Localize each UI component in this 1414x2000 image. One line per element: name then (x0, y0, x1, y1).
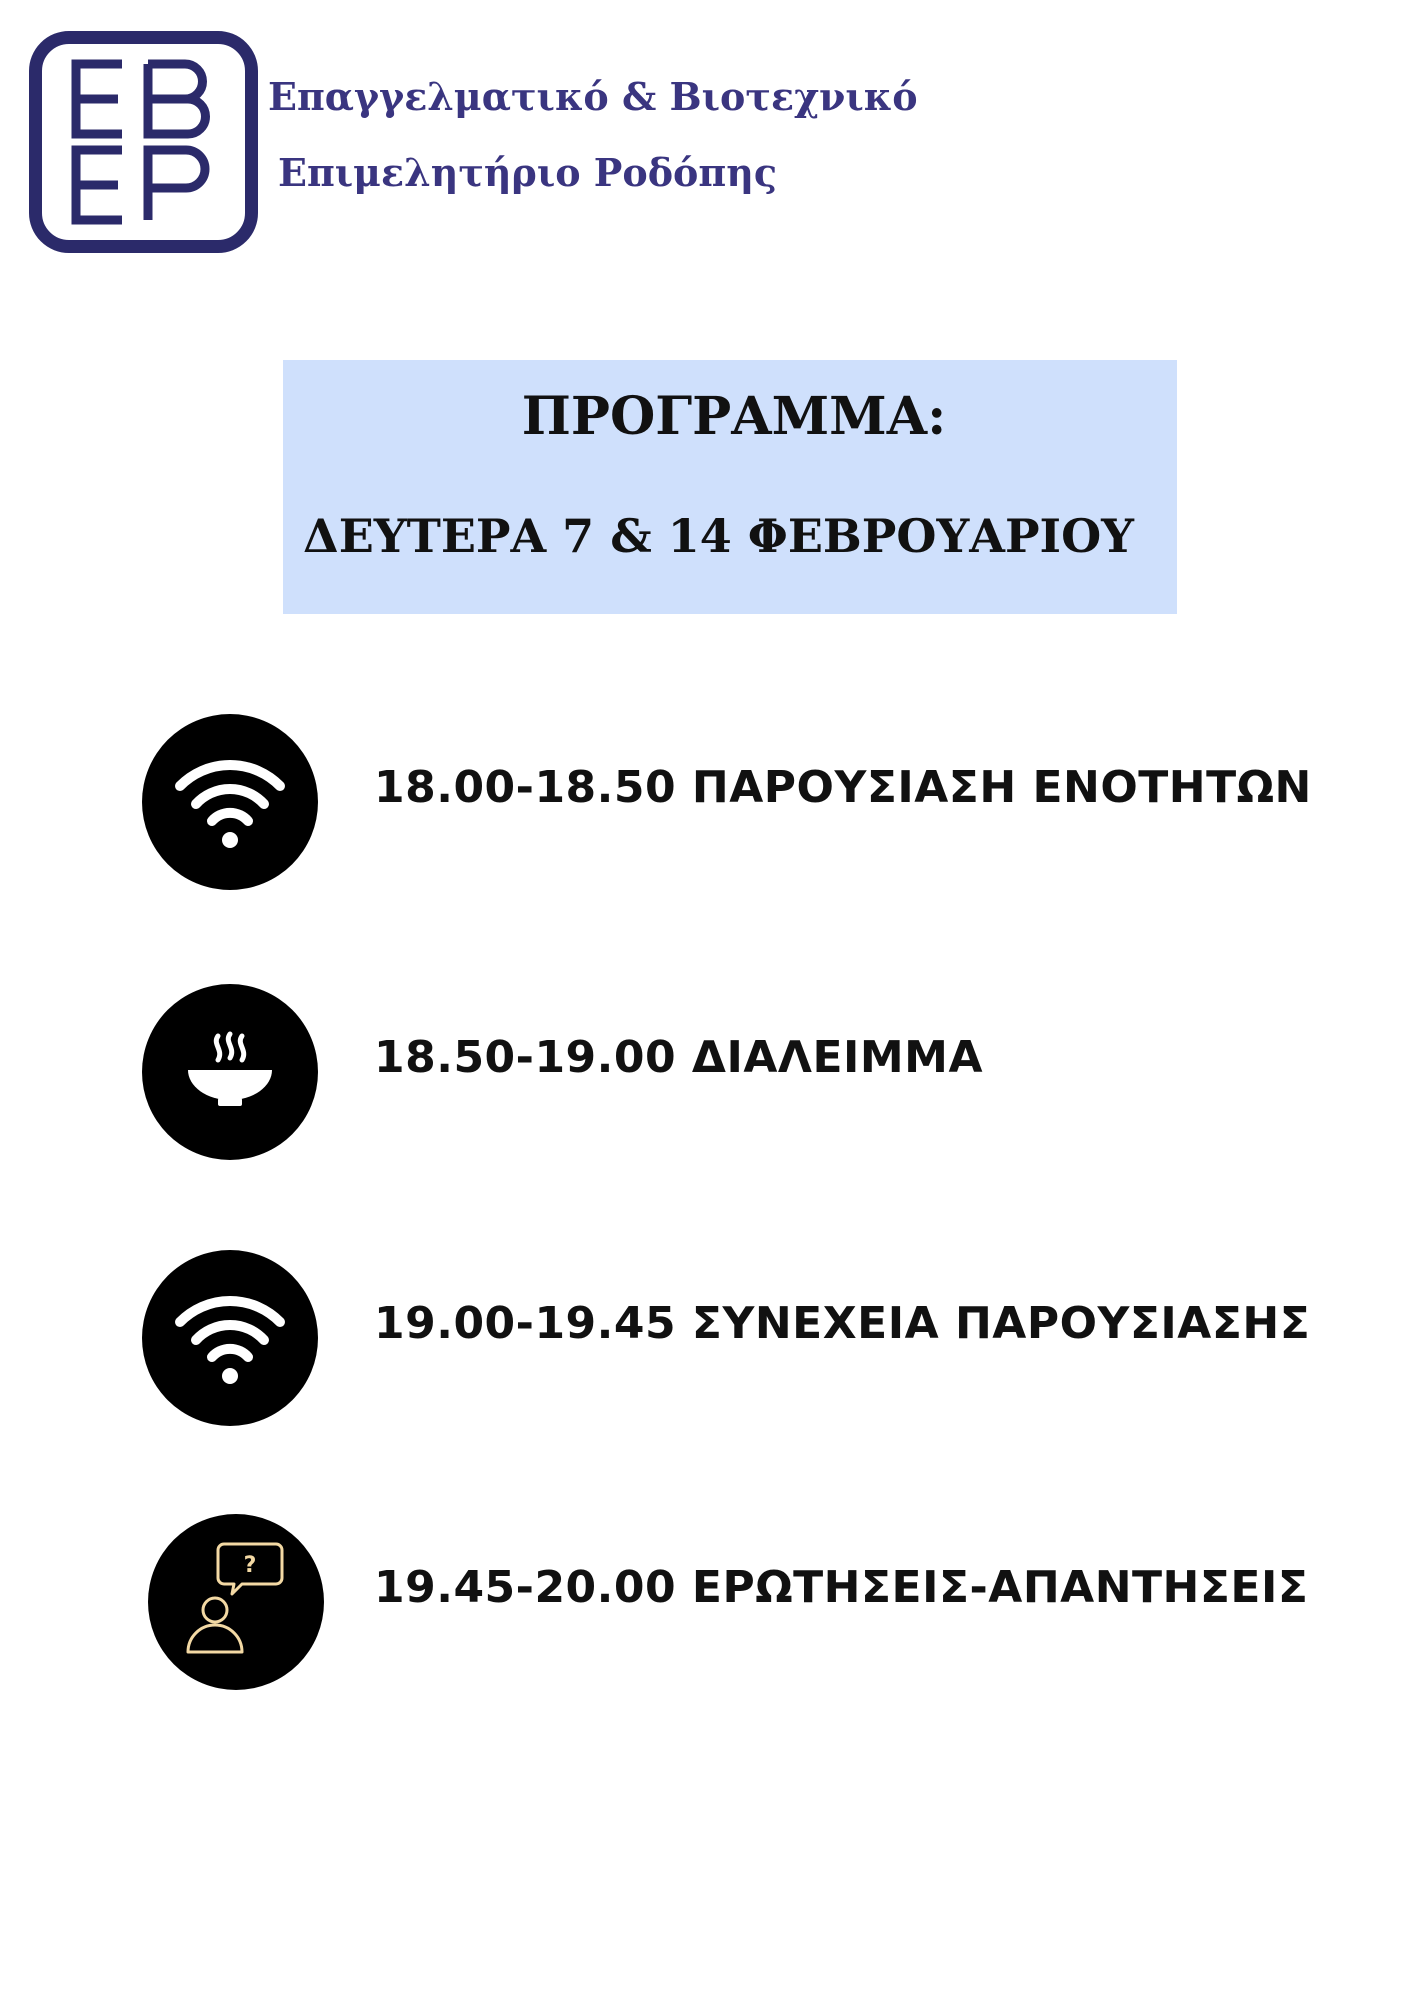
logo (29, 31, 258, 253)
program-date: ΔΕΥΤΕΡΑ 7 & 14 ΦΕΒΡΟΥΑΡΙΟΥ (303, 509, 1134, 563)
org-name-line1: Επαγγελματικό & Βιοτεχνικό (268, 74, 918, 119)
schedule-item-text: 19.00-19.45 ΣΥΝΕΧΕΙΑ ΠΑΡΟΥΣΙΑΣΗΣ (374, 1298, 1311, 1349)
hot-bowl-icon (142, 984, 318, 1160)
schedule-item-text: 19.45-20.00 ΕΡΩΤΗΣΕΙΣ-ΑΠΑΝΤΗΣΕΙΣ (374, 1562, 1309, 1613)
wifi-icon (142, 714, 318, 890)
schedule-item (0, 982, 1414, 1162)
org-name-line2: Επιμελητήριο Ροδόπης (278, 150, 777, 195)
svg-text:?: ? (243, 1553, 257, 1578)
schedule-item (0, 1512, 1414, 1692)
logo-lettermark (42, 44, 245, 240)
schedule-item-text: 18.00-18.50 ΠΑΡΟΥΣΙΑΣΗ ΕΝΟΤΗΤΩΝ (374, 762, 1312, 813)
program-title: ΠΡΟΓΡΑΜΜΑ: (521, 386, 947, 447)
program-title-box (283, 360, 1177, 614)
person-question-icon (148, 1514, 324, 1690)
schedule-item (0, 1248, 1414, 1428)
schedule-item (0, 712, 1414, 892)
wifi-icon (142, 1250, 318, 1426)
schedule-item-text: 18.50-19.00 ΔΙΑΛΕΙΜΜΑ (374, 1032, 984, 1083)
